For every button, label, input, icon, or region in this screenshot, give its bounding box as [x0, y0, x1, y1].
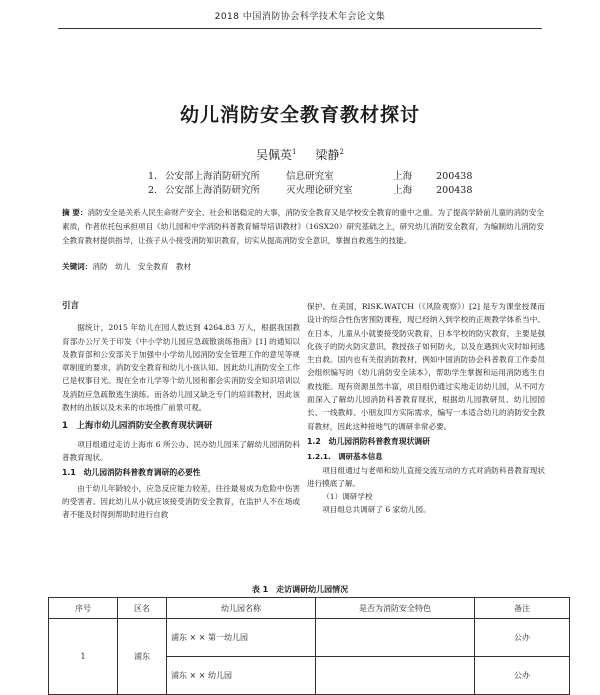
intro-paragraph: 据统计，2015 年幼儿在园人数达到 4264.83 万人，根据我国教育部办公厅关于印发《中小学幼儿园应急疏散演练指南》[1] 的通知以及教育部和公安部关于加强中小学幼儿园消防安全管理工作的意见等规章制度的要求，消防安全教育和幼儿小孩认知。因此幼儿消防安全工作已是权事目光。现在全市儿学等个幼儿园和都会实消防安全知识培训以及消防应急疏散逃生演练。而各幼儿园又缺乏专门的培训教材，因此该教材的出版以及未来的市场推广前景可观。 — [62, 323, 300, 413]
table-header-row — [49, 598, 570, 619]
author-mark: 1 — [291, 148, 297, 156]
section-1-paragraph: 项目组通过走访上海市 6 所公办、民办幼儿园来了解幼儿园消防科普教育现状。 — [62, 439, 300, 462]
table-cell-note: 公办 — [475, 619, 570, 657]
table-cell-name: 浦东 × × 幼儿园 — [167, 657, 316, 695]
survey-paragraph: 项目组总共调研了 6 家幼儿园。 — [322, 505, 431, 515]
abstract-text: 消防安全是关系人民生命财产安全、社会和谐稳定的大事，消防安全教育又是学校安全教育的重中之重。为了提高学龄前儿童的消防安全素质，作者依托包承担项目《幼儿园和中学消防科普教育辅导培训教材》（16SX20）研究基础之上，研究幼儿消防安全教育，为编制幼儿消防安全教育教材提供指导，让孩子从小接受消防知识教育，切实从提高消防安全意识，掌握自救逃生的技能。 — [62, 208, 544, 245]
continued-paragraph: 保护。在美国，RISK.WATCH（《风险观察》）[2] 是专为课堂授课而设计的综合性伤害预防课程，现已经纳入到学校的正规教学体系当中。在日本，儿童从小就要接受防灾教育，日本学校的防灾教育，主要是强化孩子的防火防灾意识，教授孩子如何防火，以及在遇到火灾时如何逃生自救。国内也有关很消防教材，例如中国消防协会科普教育工作委员会组织编写的《幼儿消防安全读本》，帮助学生掌握和运用消防逃生自救技能。现有资源虽然丰富，项目组仍通过实地走访幼儿园，从不同方面深入了解幼儿园消防科普教育现状，根据幼儿园教研员、幼儿园园长、一线教师、小朋友四方实际需求，编写一本适合幼儿的消防安全教育教材，因此这种接地气的调研非常必要。 — [307, 302, 545, 431]
table-cell-name: 浦东 × × 第一幼儿园 — [167, 619, 316, 657]
section-1-2-heading: 1.2 幼儿园消防科普教育现状调研 — [307, 436, 430, 446]
affiliation-2 — [148, 182, 472, 196]
author-line — [0, 146, 600, 163]
affiliation-1 — [148, 168, 472, 182]
section-1-1-paragraph: 由于幼儿年龄较小，应急反应能力较差，往往最易成为危险中伤害的受害者。因此幼儿从小就应该接受消防安全教育，在监护人不在场或者不能及时得到帮助时进行自救 — [62, 483, 300, 520]
abstract — [62, 206, 544, 248]
affiliation-dept: 信息研究室 — [286, 171, 334, 182]
survey-table — [48, 597, 570, 695]
affiliation-city: 上海 — [393, 185, 413, 196]
table-cell-note: 公办 — [475, 657, 570, 695]
running-header — [58, 6, 542, 29]
affiliation-org: 公安部上海消防研究所 — [165, 171, 261, 182]
author-name: 梁静 — [315, 148, 340, 162]
section-1-2-1-heading: 1.2.1. 调研基本信息 — [307, 452, 383, 462]
keywords-text: 消防 幼儿 安全教育 教材 — [92, 262, 192, 271]
keywords-label: 关键词： — [62, 262, 93, 271]
intro-heading: 引言 — [62, 301, 80, 311]
table-header-cell: 序号 — [49, 598, 118, 619]
affiliation-org: 公安部上海消防研究所 — [165, 185, 261, 196]
affiliation-zip: 200438 — [436, 185, 473, 196]
table-row — [49, 619, 570, 657]
author-name: 吴佩英 — [255, 148, 292, 162]
section-1-1-heading: 1.1 幼儿园消防科普教育调研的必要性 — [62, 468, 201, 478]
paper-title: 幼儿消防安全教育教材探讨 — [179, 104, 420, 126]
affiliation-num: 1. — [148, 171, 158, 182]
table-header-cell: 是否为消防安全特色 — [316, 598, 475, 619]
abstract-label: 摘 要： — [62, 208, 88, 217]
table-cell-index: 1 — [49, 619, 118, 695]
table-header-cell: 区名 — [118, 598, 167, 619]
author-mark: 2 — [339, 148, 345, 156]
table-header-cell: 备注 — [475, 598, 570, 619]
section-1-2-1-paragraph: 项目组通过与老师和幼儿直接交流互动的方式对消防科普教育现状进行摸底了解。 — [307, 465, 545, 488]
affiliation-city: 上海 — [393, 171, 413, 182]
running-title: 2018 中国消防协会科学技术年会论文集 — [214, 12, 386, 22]
keywords — [62, 260, 544, 274]
affiliation-num: 2. — [148, 185, 158, 196]
table-cell-feature — [316, 619, 475, 657]
right-column — [307, 300, 545, 517]
left-column — [62, 300, 300, 521]
table-cell-district: 浦东 — [118, 619, 167, 695]
affiliation-zip: 200438 — [436, 171, 473, 182]
table-header-cell: 幼儿园名称 — [167, 598, 316, 619]
survey-item-heading: （1）调研学校 — [322, 492, 373, 502]
table-cell-feature — [316, 657, 475, 695]
table-caption: 表 1 走访调研幼儿园情况 — [251, 585, 349, 594]
section-1-heading: 1 上海市幼儿园消防安全教育现状调研 — [62, 421, 213, 432]
affiliation-dept: 灭火理论研究室 — [286, 185, 353, 196]
